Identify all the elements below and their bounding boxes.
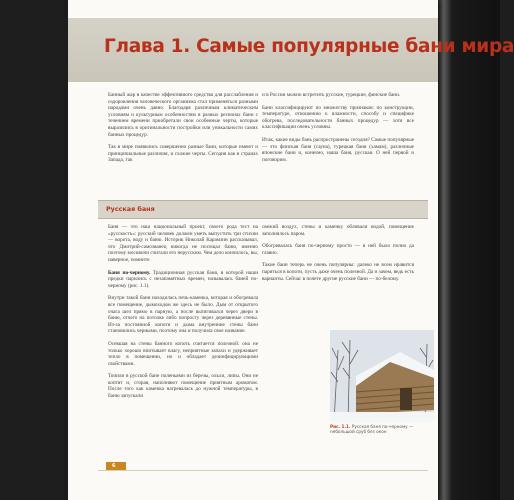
chapter-title-band (68, 18, 514, 82)
intro-paragraph: и в России можно встретить русские, турецкие, финские бани. (262, 92, 401, 98)
book-page (68, 0, 514, 500)
section-header (98, 200, 428, 219)
body-paragraph: Баня по-черному. Традиционная русская баня, в которой наши предки парились с незапамятных времен, называлась баней по-черному (рис. 1.1). (108, 269, 258, 289)
book-spine (438, 0, 500, 500)
intro-right-column (262, 92, 414, 169)
body-paragraph: Баня — это наш национальный проект, своего рода тест на «русскость»: русский человек должен уметь выпустить три стихии — ворота, воду и баню. Историк Николай Карамзин рассказывал, что Дмитрий-самозванец никогда не посещал баню, именно поэтому москвичи считали его нерусским. Чем дело кончилось, вы, наверное, помните. (108, 224, 258, 263)
body-right-column (262, 224, 414, 288)
intro-paragraph: Банный жар в качестве эффективного средства для расслабления и оздоровления человеческого организма стал применяться разными народами очень давно. Благодаря различным климатическим условиям и культурным особенностям в разных регионах бани с течением времени приобретали свои особенные черты, которые выразились в оригинальности постройки или уникальности самих банных процедур. (108, 92, 258, 138)
body-left-column (108, 224, 258, 406)
page-number: 6 (112, 463, 116, 469)
intro-paragraph: Бани классифицируют по множеству признаков: по конструкции, температуре, отношению к влажности, способу и специфике обогрева, последовательности банных процедур — хотя все классификации очень условны. (262, 104, 414, 131)
paragraph-lead: Баня по-черному. (108, 269, 151, 276)
page-number-tab (106, 462, 126, 470)
section-title: Русская баня (106, 205, 155, 213)
body-paragraph: Обогревалась баня по-черному просто — в ней было полно да главно. (262, 243, 414, 256)
intro-left-column (108, 92, 258, 170)
chapter-title: Глава 1. Самые популярные бани мира (104, 36, 514, 57)
body-paragraph: Осевшая на стены банного копоть считается полезной: она не только хорошо впитывает влагу, неприятные запахи и удерживает тепло в помещении, но и обладает дезинфицирующими свойствами. (108, 340, 258, 367)
intro-paragraph: Итак, какие виды бань распространены сегодня? Самые популярные — это финская баня (сауна), турецкая баня (хамам), различные японские бани и, конечно, наша баня, русская. О ней первой и поговорим. (262, 136, 414, 163)
bathhouse-illustration (330, 330, 434, 422)
body-paragraph: свежий воздух, стены и каменку обливали водой, помещение заполнялось паром. (262, 224, 414, 237)
bathhouse-photo (330, 330, 434, 422)
figure-label: Рис. 1.1. (330, 424, 351, 429)
body-paragraph: Топили в русской бане поленьями из березы, ольхи, липы. Они не коптят и, сгорая, наполняют помещение приятным ароматом. После того как каменка нагревалась до нужной температуры, в баню запускали (108, 373, 258, 400)
intro-paragraph: Так в мире появились совершенно разные бани, которые имеют и принципиальные различия, и схожие черты. Сегодня как в странах Запада, так (108, 144, 258, 164)
footer-rule (98, 470, 428, 471)
body-paragraph: Такие бани теперь не очень популярны: далеко не всем нравится париться в копоти, пусть даже очень полезной. Да и зачем, ведь есть варианты. Сейчас в почете другие русские бани — по-белому. (262, 262, 414, 282)
figure-caption: Рис. 1.1. Русская баня по-черному — небольшой сруб без окон (330, 424, 414, 434)
body-paragraph: Внутри такой бани находилась печь-каменка, которая и обогревала все помещение, дымоходом же здесь не было. Дым от открытого очага шел прямо в парную, а после вытягивался через двери в баню, отчего на потолке либо попросту через деревянные стены. Из-за постоянной копоти и дыма внутренние стены бани становились черными, поэтому она и получила свое название. (108, 295, 258, 335)
